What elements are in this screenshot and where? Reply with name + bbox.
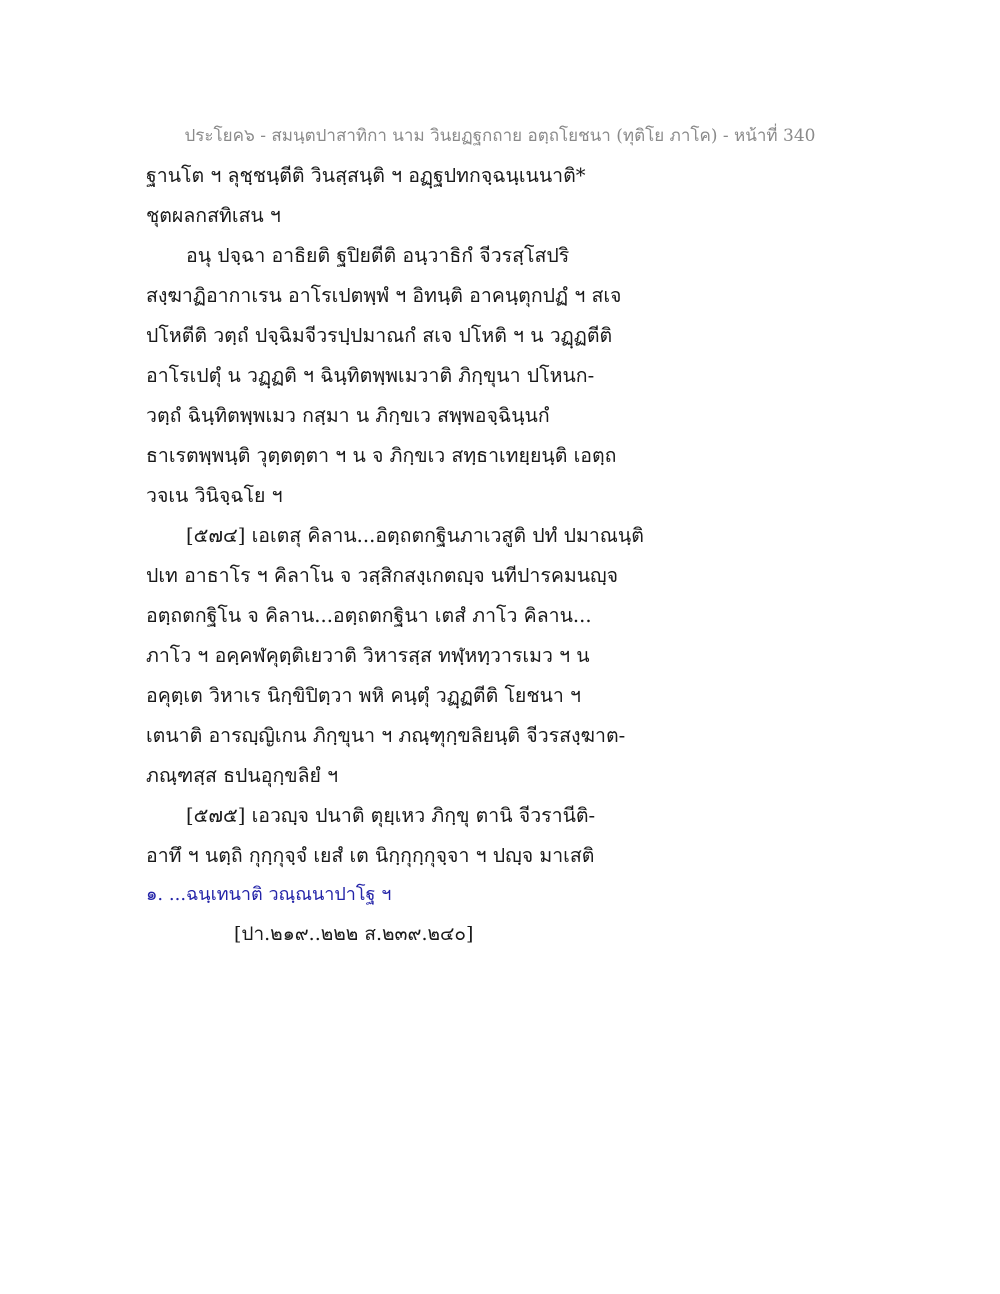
text-line: ธาเรตพฺพนฺติ วุตฺตตฺตา ฯ น จ ภิกฺขเว สทฺธาเทยฺยนฺติ เอตฺถ [146,444,617,467]
page-header: ประโยค๖ - สมนฺตปาสาทิกา นาม วินยฏฐกถาย อตฺถโยชนา (ทุติโย ภาโค) - หน้าที่ 340 [184,126,816,146]
text-line: ปเท อาธาโร ฯ คิลาโน จ วสฺสิกสงฺเกตญฺจ นทีปารคมนญฺจ [146,564,619,587]
text-line: อาโรเปตุํ น วฏฺฏติ ฯ ฉินฺทิตพฺพเมวาติ ภิกฺขุนา ปโหนก- [146,364,595,387]
text-line: ฐานโต ฯ ลุชฺชนฺตีติ วินสฺสนฺติ ฯ อฏฺฐปทกจฺฉนฺเนนาติ* [146,164,586,187]
text-line: อนุ ปจฺฉา อาธิยติ ฐปิยตีติ อนฺวาธิกํ จีวรสฺโสปริ [186,244,570,267]
text-line: [๕๗๔] เอเตสุ คิลาน...อตฺถตกฐินภาเวสูติ ปทํ ปมาณนฺติ [186,524,644,547]
footnote: ๑. ...ฉนฺเทนาติ วณฺณนาปาโฐ ฯ [146,884,392,905]
text-line: ภณฺฑสฺส ธปนอุกฺขลิยํ ฯ [146,764,339,787]
text-line: อตฺถตกฐิโน จ คิลาน...อตฺถตกฐินา เตสํ ภาโว คิลาน... [146,604,592,627]
text-line: เตนาติ อารญฺญิเกน ภิกฺขุนา ฯ ภณฺฑุกฺขลิยนฺติ จีวรสงฺฆาต- [146,724,626,747]
text-line: ภาโว ฯ อคฺคฬคุตฺติเยวาติ วิหารสฺส ทฬฺหทฺวารเมว ฯ น [146,644,590,667]
text-line: ปโหตีติ วตฺถํ ปจฺฉิมจีวรปฺปมาณกํ สเจ ปโหติ ฯ น วฏฺฏตีติ [146,324,613,347]
text-line: สงฺฆาฏิอากาเรน อาโรเปตพฺพํ ฯ อิทนฺติ อาคนฺตุกปฏํ ฯ สเจ [146,284,622,307]
text-line: วจเน วินิจฺฉโย ฯ [146,484,283,507]
text-line: [๕๗๕] เอวญฺจ ปนาติ ตุยฺเหว ภิกฺขุ ตานิ จีวรานีติ- [186,804,596,827]
text-line: วตฺถํ ฉินฺทิตพฺพเมว กสฺมา น ภิกฺขเว สพฺพอจฺฉินฺนกํ [146,404,550,427]
text-line: ชุตผลกสทิเสน ฯ [146,204,281,227]
page-reference: [ปา.๒๑๙..๒๒๒ ส.๒๓๙.๒๔๐] [234,923,474,945]
body-text [146,156,666,954]
text-line: อคุตฺเต วิหาเร นิกฺขิปิตฺวา พหิ คนฺตุํ วฏฺฏตีติ โยชนา ฯ [146,684,582,707]
text-line: อาทึ ฯ นตฺถิ กุกฺกุจฺจํ เยสํ เต นิกฺกุกฺกุจฺจา ฯ ปญฺจ มาเสติ [146,844,595,867]
